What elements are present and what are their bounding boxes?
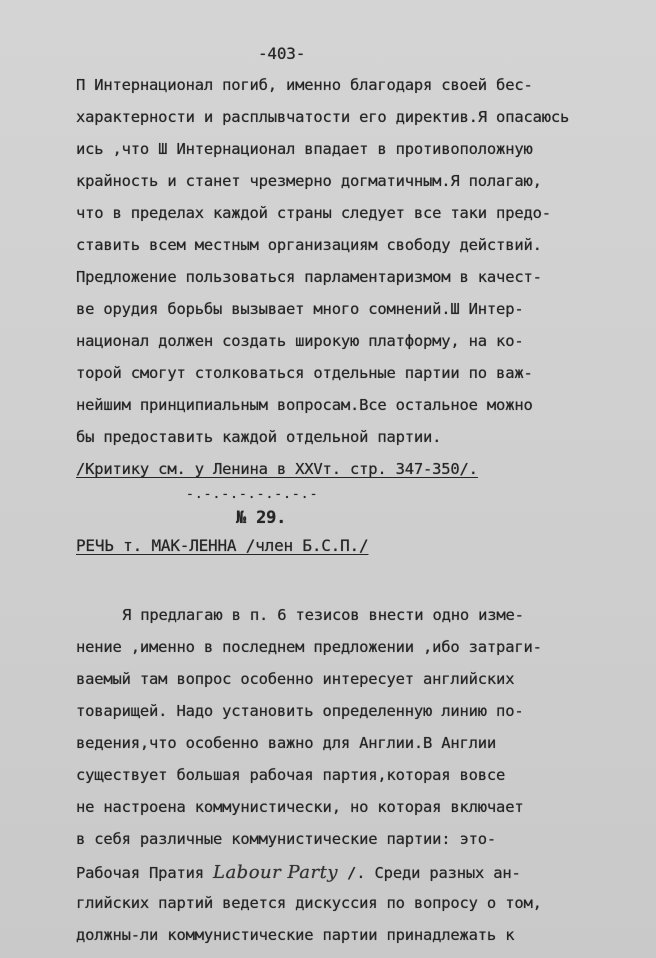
text-line: ваемый там вопрос особенно интересует английских <box>76 670 515 688</box>
text-line: Предложение пользоваться парламентаризмом в качест- <box>76 268 542 286</box>
text-line: ведения,что особенно важно для Англии.В Англии <box>76 734 497 752</box>
text-line: торой смогут столковаться отдельные партии по важ- <box>76 364 533 382</box>
text-line: не настроена коммунистически, но которая включает <box>76 798 524 816</box>
speech-heading: РЕЧЬ т. МАК-ЛЕННА /член Б.С.П./ <box>76 536 369 555</box>
text-line: нейшим принципиальным вопросам.Все остальное можно <box>76 396 533 414</box>
text-line: в себя различные коммунистические партии: это- <box>76 830 497 848</box>
text-line: глийских партий ведется дискуссия по вопросу о том, <box>76 894 542 912</box>
text-line: П Интернационал погиб, именно благодаря своей бес- <box>76 76 533 94</box>
page-number: -403- <box>258 44 306 63</box>
text-line: должны-ли коммунистические партии принадлежать к <box>76 926 515 944</box>
text-line: Я предлагаю в п. 6 тезисов внести одно изме- <box>122 606 524 624</box>
text-segment: /. Среди разных ан- <box>347 864 521 882</box>
text-line: характерности и расплывчатости его директив.Я опасаюсь <box>76 108 570 126</box>
text-line-with-handwriting <box>76 862 521 883</box>
text-line: крайность и станет чрезмерно догматичным.Я полагаю, <box>76 172 542 190</box>
document-number: № 29. <box>236 508 287 528</box>
text-line: ись ,что Ш Интернационал впадает в противоположную <box>76 140 533 158</box>
handwritten-annotation: Labour Party <box>213 862 339 883</box>
text-line: нение ,именно в последнем предложении ,ибо затраги- <box>76 638 542 656</box>
lenin-reference: /Критику см. у Ленина в XXVт. стр. 347-350/. <box>76 460 478 478</box>
text-segment: Рабочая Пратия <box>76 864 204 882</box>
text-line: бы предоставить каждой отдельной партии. <box>76 428 442 446</box>
text-line: ве орудия борьбы вызывает много сомнений.Ш Интер- <box>76 300 524 318</box>
text-line: что в пределах каждой страны следует все таки предо- <box>76 204 551 222</box>
text-line: национал должен создать широкую платформу, на ко- <box>76 332 524 350</box>
text-line: ставить всем местным организациям свободу действий. <box>76 236 542 254</box>
separator: -.-.-.-.-.-.-.- <box>186 487 319 502</box>
text-line: существует большая рабочая партия,которая вовсе <box>76 766 506 784</box>
text-line: товарищей. Надо установить определенную линию по- <box>76 702 524 720</box>
